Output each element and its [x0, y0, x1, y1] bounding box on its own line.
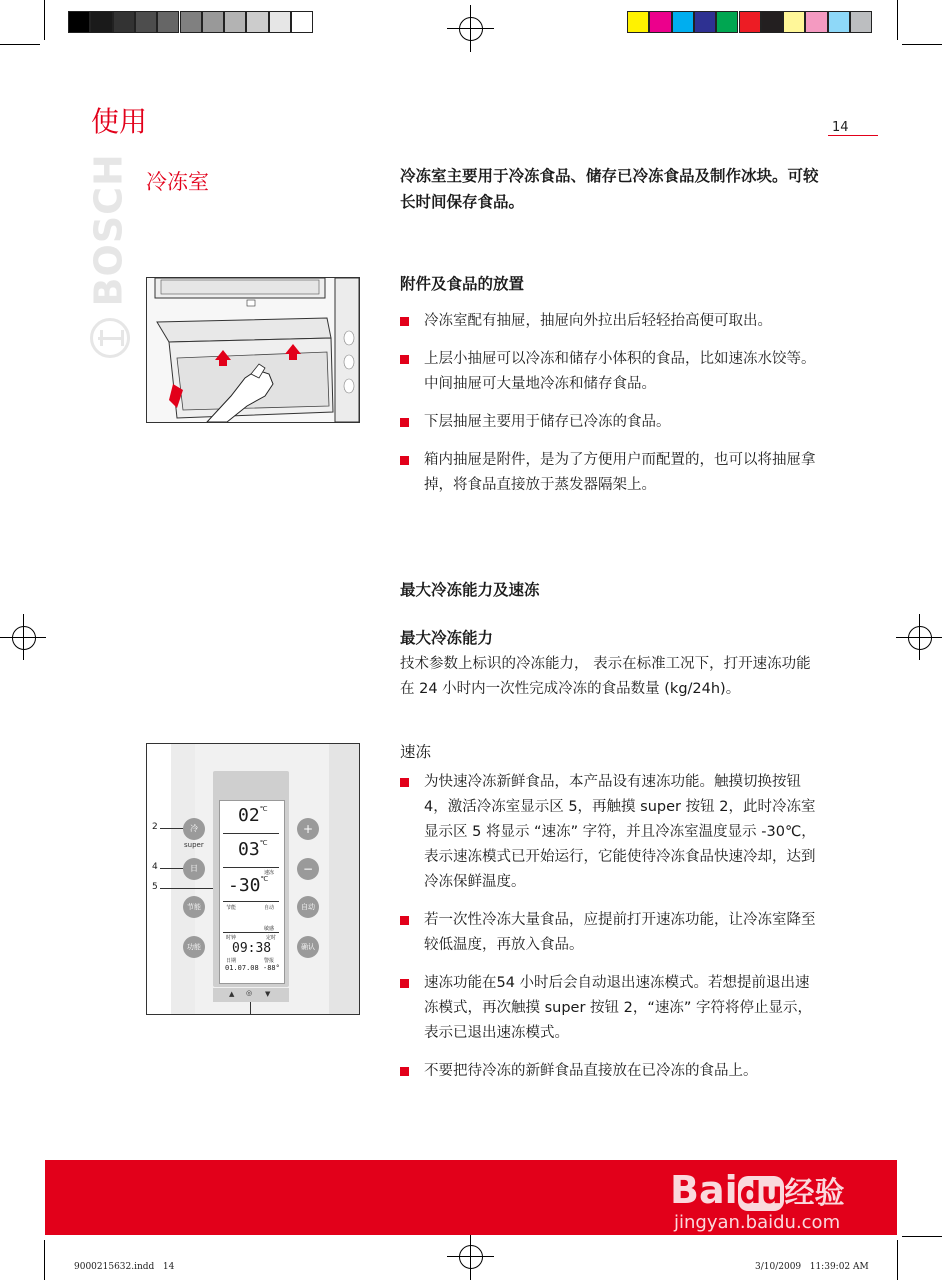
alarm-value: -88°: [263, 964, 280, 972]
color-swatch: [805, 11, 827, 33]
color-swatch: [649, 11, 671, 33]
color-swatch: [716, 11, 738, 33]
nav-center-button[interactable]: ◎: [246, 989, 253, 997]
color-swatch: [246, 11, 268, 33]
display-divider: [223, 867, 279, 868]
list-item: 若一次性冷冻大量食品，应提前打开速冻功能，让冷冻室降至较低温度，再放入食品。: [398, 908, 822, 958]
plus-button[interactable]: +: [297, 818, 319, 840]
section-intro: 冷冻室主要用于冷冻食品、储存已冷冻食品及制作冰块。可较长时间保存食品。: [400, 167, 819, 211]
baidu-watermark: [668, 1160, 898, 1240]
sensitive-label: 敏感: [264, 926, 275, 932]
crop-mark: [902, 44, 942, 45]
watermark-logo: Baidu经验: [670, 1168, 845, 1212]
drawer-drawing: [147, 278, 359, 422]
registration-mark-top: [447, 5, 495, 53]
auto-button[interactable]: 自动: [297, 896, 319, 918]
quick-freeze-indicator: 速冻: [264, 870, 275, 876]
color-swatch: [180, 11, 202, 33]
timer-label: 定时: [266, 935, 277, 941]
accessories-heading: 附件及食品的放置: [400, 275, 525, 293]
auto-mode-label: 自动: [264, 905, 275, 911]
color-swatch: [135, 11, 157, 33]
list-item: 上层小抽屉可以冷冻和储存小体积的食品，比如速冻水饺等。中间抽屉可大量地冷冻和储存食品。: [398, 347, 822, 397]
list-item: 箱内抽屉是附件，是为了方便用户而配置的，也可以将抽屉拿掉，将食品直接放于蒸发器隔架上。: [398, 448, 822, 498]
list-item: 下层抽屉主要用于储存已冷冻的食品。: [398, 410, 822, 435]
function-button[interactable]: 功能: [183, 936, 205, 958]
callout-2: 2: [152, 822, 158, 832]
switch-button[interactable]: 日: [183, 858, 205, 880]
eco-mode-label: 节能: [226, 905, 237, 911]
callout-5: 5: [152, 882, 158, 892]
color-swatch: [694, 11, 716, 33]
crop-mark: [44, 1240, 45, 1280]
clock-label: 时钟: [226, 935, 237, 941]
color-swatch: [90, 11, 112, 33]
super-label: super: [184, 841, 204, 849]
list-item: 为快速冷冻新鲜食品，本产品设有速冻功能。触摸切换按钮 4，激活冷冻室显示区 5，再触摸 super 按钮 2，此时冷冻室显示区 5 将显示 “速冻” 字符，并且冷冻室温度显示 -30℃，表示速冻模式已开始运行，它能使待冷冻食品快速冷却，达到冷冻保鲜温度。: [398, 770, 822, 895]
panel-pointer: [250, 1002, 251, 1014]
crop-mark: [897, 0, 898, 40]
crop-mark: [44, 0, 45, 40]
max-freeze-text: 技术参数上标识的冷冻能力， 表示在标准工况下，打开速冻功能在 24 小时内一次性完成冷冻的食品数量 (kg/24h)。: [400, 656, 811, 697]
registration-mark-left: [0, 614, 46, 660]
color-swatch: [224, 11, 246, 33]
confirm-button[interactable]: 确认: [297, 936, 319, 958]
quick-freeze-button[interactable]: 冷: [183, 818, 205, 840]
fridge-temp: 02℃: [238, 805, 268, 826]
color-swatch: [269, 11, 291, 33]
date-value: 01.07.08: [225, 964, 259, 972]
date-label: 日期: [226, 958, 237, 964]
panel-right-strip: [329, 744, 359, 1014]
slug-date: 3/10/2009 11:39:02 AM: [755, 1262, 869, 1272]
quick-freeze-heading: 速冻: [400, 743, 432, 761]
color-swatch: [783, 11, 805, 33]
list-item: 速冻功能在54 小时后会自动退出速冻模式。若想提前退出速冻模式，再次触摸 super 按钮 2，“速冻” 字符将停止显示，表示已退出速冻模式。: [398, 971, 822, 1046]
color-swatch: [850, 11, 872, 33]
crop-mark: [0, 44, 40, 45]
callout-4: 4: [152, 862, 158, 872]
registration-mark-bottom: [447, 1233, 495, 1280]
eco-button[interactable]: 节能: [183, 896, 205, 918]
max-freeze-heading: 最大冷冻能力及速冻: [400, 581, 540, 599]
list-item: 冷冻室配有抽屉，抽屉向外拉出后轻轻抬高便可取出。: [398, 309, 822, 334]
page-number-rule: [828, 135, 878, 136]
watermark-url: jingyan.baidu.com: [674, 1212, 841, 1233]
color-swatch: [739, 11, 761, 33]
color-swatch: [202, 11, 224, 33]
color-swatch: [113, 11, 135, 33]
freezer-temp: -30℃: [228, 875, 269, 896]
bosch-logo-icon: [90, 318, 130, 358]
color-swatch: [157, 11, 179, 33]
nav-up-button[interactable]: ▲: [229, 990, 235, 998]
display-divider: [223, 932, 279, 933]
section-heading-freezer: 冷冻室: [146, 170, 209, 194]
page-number: 14: [832, 120, 849, 135]
slug-file: 9000215632.indd 14: [74, 1262, 175, 1272]
minus-button[interactable]: −: [297, 858, 319, 880]
control-panel-illustration: [146, 743, 360, 1015]
page-title: 使用: [91, 105, 148, 138]
nav-down-button[interactable]: ▼: [265, 990, 271, 998]
display-divider: [223, 833, 279, 834]
drawer-illustration: [146, 277, 360, 423]
registration-mark-right: [896, 614, 942, 660]
quick-freeze-list: [398, 770, 822, 1097]
display-divider: [223, 901, 279, 902]
color-swatch: [672, 11, 694, 33]
color-swatch: [68, 11, 90, 33]
accessories-list: [398, 309, 822, 511]
crop-mark: [897, 1240, 898, 1280]
list-item: 不要把待冷冻的新鲜食品直接放在已冷冻的食品上。: [398, 1059, 822, 1084]
display-screen: [219, 800, 285, 984]
color-swatch: [828, 11, 850, 33]
clock-time: 09:38: [232, 941, 272, 956]
callout-line: [160, 868, 184, 869]
display-nav: [213, 988, 289, 1002]
color-swatch: [627, 11, 649, 33]
callout-line: [160, 828, 184, 829]
crop-mark: [902, 1236, 942, 1237]
max-freeze-subheading: 最大冷冻能力: [400, 629, 494, 647]
color-swatch: [291, 11, 313, 33]
color-swatch: [761, 11, 783, 33]
alarm-label: 警报: [264, 958, 275, 964]
brand-wordmark: BOSCH: [86, 153, 131, 307]
mid-temp: 03℃: [238, 839, 268, 860]
